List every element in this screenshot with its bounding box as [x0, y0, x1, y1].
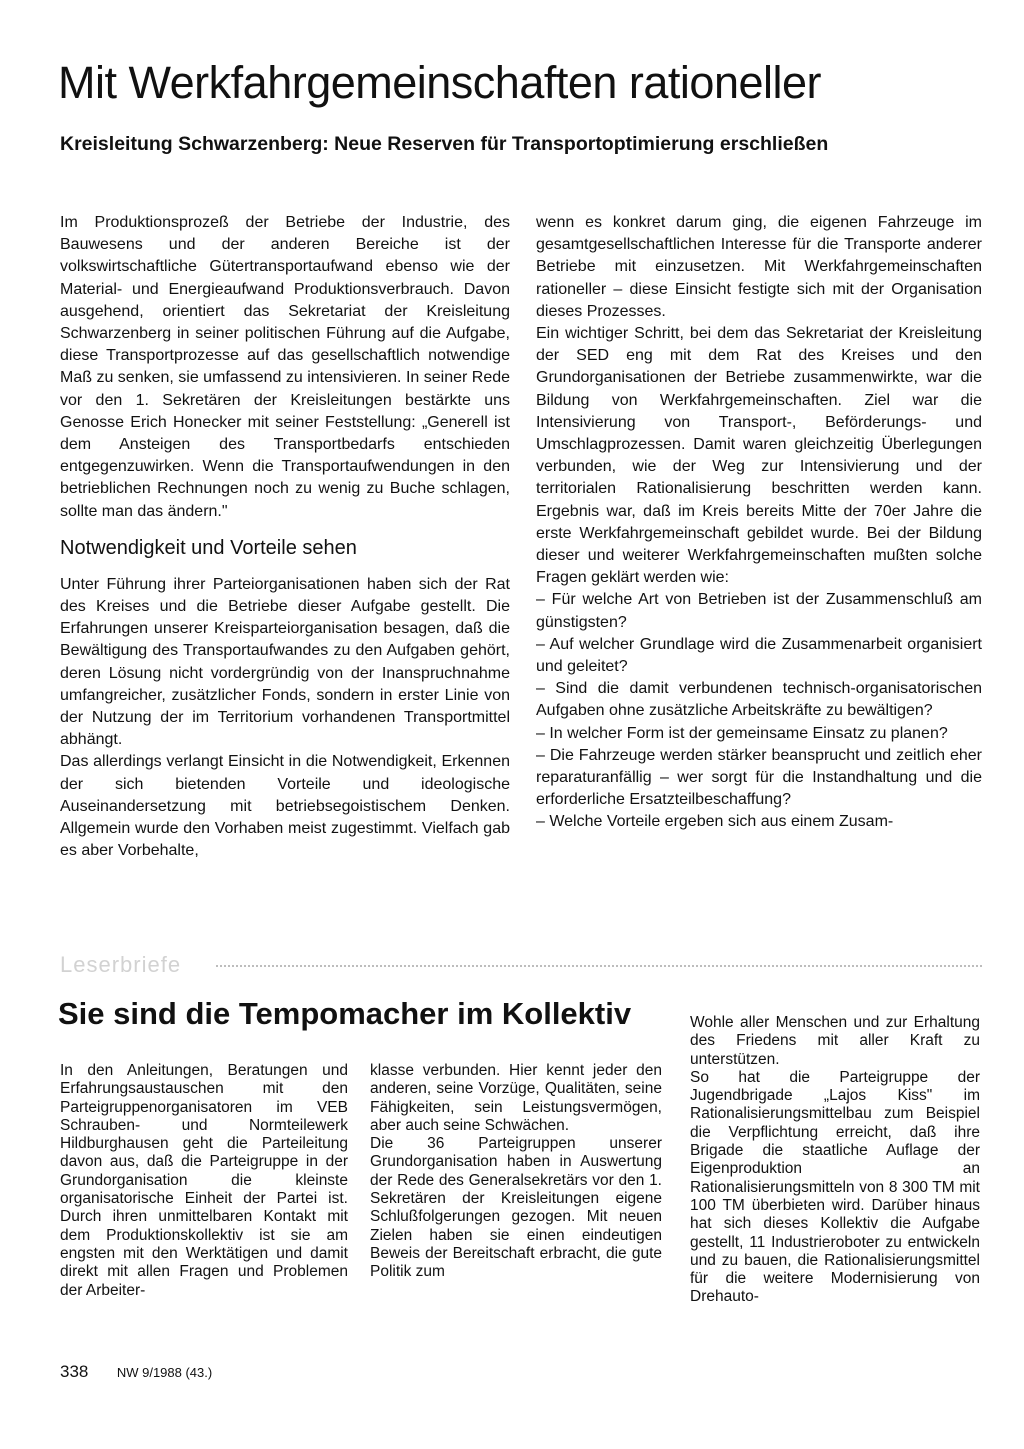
paragraph: wenn es konkret darum ging, die eigenen Fahrzeuge im gesamtgesellschaftlichen Interesse für die Transporte anderer Betriebe mit einzusetzen. Mit Werkfahrgemeinschaften rationeller – diese Einsicht festigte sich mit der Organisation dieses Prozesses.	[536, 214, 982, 320]
paragraph: Die 36 Parteigruppen unserer Grundorganisation haben in Auswertung der Rede des Generalsekretärs vor den 1. Sekretären der Kreisleitungen eigene Schlußfolgerungen gezogen. Mit neuen Zielen haben sie einen eindeutigen Beweis der Bereitschaft erbracht, die gute Politik zum	[370, 1135, 662, 1281]
letter-title: Sie sind die Tempomacher im Kollektiv	[58, 996, 632, 1031]
paragraph: So hat die Parteigruppe der Jugendbrigade „Lajos Kiss" im Rationalisierungsmittelbau zum Beispiel die Verpflichtung erreicht, daß ihre Brigade die staatliche Auflage der Eigenproduktion an Rationalisierungsmitteln von 8 300 TM mit 100 TM überbieten wird. Darüber hinaus hat sich dieses Kollektiv die Aufgabe gestellt, 11 Industrieroboter zu entwickeln und zu bauen, die Rationalisierungsmittel für die weitere Modernisierung von Drehauto-	[690, 1068, 980, 1306]
question-item: – Sind die damit verbundenen technisch-organisatorischen Aufgaben ohne zusätzliche Arbeitskräfte zu bewältigen?	[536, 680, 982, 720]
paragraph: klasse verbunden. Hier kennt jeder den anderen, seine Vorzüge, Qualitäten, seine Fähigkeiten, sein Leistungsvermögen, aber auch seine Schwächen.	[370, 1062, 662, 1134]
page-footer	[60, 1360, 212, 1384]
section-label: Leserbriefe	[60, 952, 182, 977]
question-item: – Für welche Art von Betrieben ist der Zusammenschluß am günstigsten?	[536, 591, 982, 631]
letter-column-2	[370, 1014, 662, 1282]
paragraph: Das allerdings verlangt Einsicht in die Notwendigkeit, Erkennen der sich bietenden Vorteile und ideologische Auseinandersetzung mit betriebsegoistischem Denken. Allgemein wurde den Vorhaben meist zugestimmt. Vielfach gab es aber Vorbehalte,	[60, 753, 510, 860]
paragraph: Wohle aller Menschen und zur Erhaltung des Friedens mit aller Kraft zu unterstützen.	[690, 1014, 980, 1068]
question-item: – Die Fahrzeuge werden stärker beansprucht und zeitlich eher reparaturanfällig – wer sorgt für die Instandhaltung und die erforderliche Ersatzteilbeschaffung?	[536, 746, 982, 809]
article-right-column	[536, 212, 982, 834]
article-left-column	[60, 212, 510, 862]
paragraph: Ein wichtiger Schritt, bei dem das Sekretariat der Kreisleitung der SED eng mit dem Rat des Kreises und den Grundorganisationen der Betriebe zusammenwirkte, war die Bildung von Werkfahrgemeinschaften. Ziel war die Intensivierung von Transport-, Beförderungs- und Umschlagprozessen. Damit waren gleichzeitig Überlegungen verbunden, wie der Weg zur Intensivierung und der territorialen Rationalisierung beschritten werden kann. Ergebnis war, daß im Kreis bereits Mitte der 70er Jahre die erste Werkfahrgemeinschaft gebildet wurde. Bei der Bildung dieser und weiterer Werkfahrgemeinschaften mußten solche Fragen geklärt werden wie:	[536, 325, 982, 587]
article-title: Mit Werkfahrgemeinschaften rationeller	[58, 57, 822, 108]
paragraph: In den Anleitungen, Beratungen und Erfahrungsaustauschen mit den Parteigruppenorganisatoren im VEB Schrauben- und Normteilewerk Hildburghausen geht die Parteileitung davon aus, daß die Parteigruppe in der Grundorganisation die kleinste organisatorische Einheit der Partei ist. Durch ihren unmittelbaren Kontakt mit dem Produktionskollektiv ist sie am engsten mit den Werktätigen und damit direkt mit allen Fragen und Problemen der Arbeiter-	[60, 1062, 348, 1299]
question-item: – Auf welcher Grundlage wird die Zusammenarbeit organisiert und geleitet?	[536, 635, 982, 676]
paragraph: Im Produktionsprozeß der Betriebe der Industrie, des Bauwesens und der anderen Bereiche ist der volkswirtschaftliche Gütertransportaufwand ebenso wie der Material- und Energieaufwand Produktionsverbrauch. Davon ausgehend, orientiert das Sekretariat der Kreisleitung Schwarzenberg in seiner politischen Führung auf die Aufgabe, diese Transportprozesse auf das gesellschaftlich notwendige Maß zu senken, sie umfassend zu intensivieren. In seiner Rede vor den 1. Sekretären der Kreisleitungen bestärkte uns Genosse Erich Honecker mit seiner Feststellung: „Generell ist dem Ansteigen des Transportbedarfs entschieden entgegenzuwirken. Wenn die Transportaufwendungen in den betrieblichen Rechnungen noch zu wenig zu Buche schlagen, sollte man das ändern."	[60, 214, 511, 520]
publication-reference: NW 9/1988 (43.)	[116, 1365, 213, 1380]
question-item: – Welche Vorteile ergeben sich aus einem Zusam-	[536, 813, 894, 831]
question-item: – In welcher Form ist der gemeinsame Einsatz zu planen?	[536, 724, 948, 742]
dotted-rule	[216, 965, 982, 967]
section-divider	[48, 951, 982, 981]
paragraph: Unter Führung ihrer Parteiorganisationen haben sich der Rat des Kreises und die Betriebe dieser Aufgabe gestellt. Die Erfahrungen unserer Kreisparteiorganisation besagen, daß die Bewältigung des Transportaufwandes zu den Aufgaben gehört, deren Lösung nicht vordergründig von der Inanspruchnahme umfangreicher, zusätzlicher Fonds, sondern in erster Linie von der Nutzung der im Territorium vorhandenen Transportmittel abhängt.	[60, 575, 510, 749]
article-subtitle: Kreisleitung Schwarzenberg: Neue Reserven für Transportoptimierung erschließen	[60, 133, 829, 155]
letter-column-1	[60, 1062, 348, 1300]
letter-column-3	[690, 1014, 980, 1307]
section-heading: Notwendigkeit und Vorteile sehen	[60, 536, 357, 559]
page-number: 338	[60, 1362, 89, 1381]
